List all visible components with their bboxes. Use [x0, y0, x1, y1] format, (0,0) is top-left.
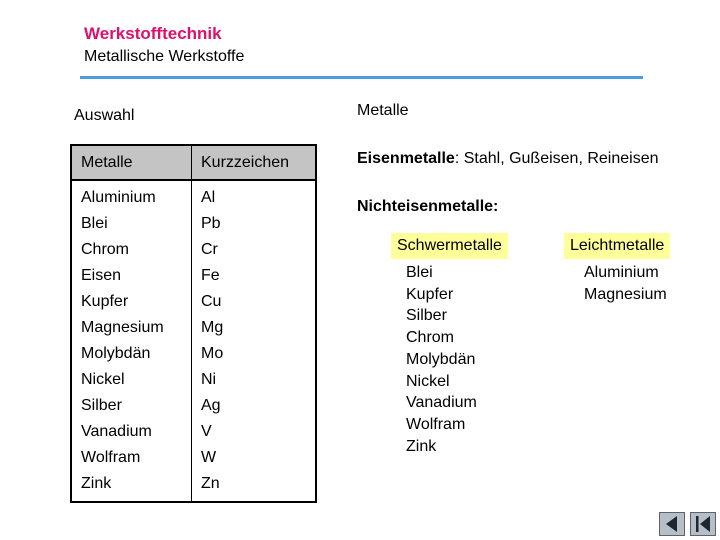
table-row — [71, 315, 316, 341]
metal-name-cell: Wolfram — [71, 445, 192, 471]
table-row — [71, 341, 316, 367]
metal-symbol-cell: Pb — [201, 215, 221, 232]
metal-name-cell: Nickel — [71, 367, 192, 393]
metal-name-cell: Aluminium — [71, 180, 192, 211]
metal-symbol-cell: Ag — [201, 397, 221, 414]
heavy-metals-badge: Schwermetalle — [391, 233, 508, 259]
metal-name-cell: Vanadium — [71, 419, 192, 445]
slide-title: Werkstofftechnik — [84, 24, 222, 43]
metal-symbol-cell: V — [201, 423, 212, 440]
light-metals-list — [584, 262, 667, 305]
metal-symbol-cell: Zn — [201, 475, 220, 492]
table-row — [71, 180, 316, 211]
metal-symbol-cell: Mg — [201, 319, 224, 336]
list-item: Chrom — [406, 329, 455, 347]
table-row — [71, 393, 316, 419]
metals-table — [70, 144, 317, 503]
metal-name-cell: Chrom — [71, 237, 192, 263]
column-header-metals: Metalle — [71, 145, 192, 180]
table-row — [71, 263, 316, 289]
list-item: Nickel — [406, 372, 450, 390]
metal-symbol-cell: Ni — [201, 371, 217, 388]
metal-name-cell: Kupfer — [71, 289, 192, 315]
table-header-row — [71, 145, 316, 180]
metal-symbol-cell: Mo — [201, 345, 224, 362]
heavy-metals-list — [406, 262, 477, 457]
metal-name-cell: Eisen — [71, 263, 192, 289]
list-item: Aluminium — [584, 264, 659, 281]
list-item: Blei — [406, 264, 433, 281]
metal-symbol-cell: W — [201, 449, 217, 466]
slide-subtitle: Metallische Werkstoffe — [84, 48, 245, 65]
metal-name-cell: Zink — [71, 471, 192, 502]
table-row — [71, 367, 316, 393]
ferrous-metals-line — [357, 150, 659, 168]
table-row — [71, 289, 316, 315]
light-metals-badge: Leichtmetalle — [564, 233, 670, 259]
ferrous-metals-text: : Stahl, Gußeisen, Reineisen — [454, 150, 659, 167]
skip-to-first-icon — [691, 513, 715, 535]
ferrous-metals-label: Eisenmetalle — [357, 150, 455, 167]
metal-symbol-cell: Cr — [201, 241, 218, 258]
nonferrous-metals-label: Nichteisenmetalle: — [357, 198, 499, 215]
list-item: Molybdän — [406, 350, 476, 368]
table-row — [71, 419, 316, 445]
metals-heading: Metalle — [357, 102, 409, 119]
previous-slide-button[interactable] — [659, 512, 685, 536]
metal-symbol-cell: Cu — [201, 293, 222, 310]
metal-symbol-cell: Fe — [201, 267, 220, 284]
table-row — [71, 237, 316, 263]
metal-name-cell: Magnesium — [71, 315, 192, 341]
metal-name-cell: Blei — [71, 211, 192, 237]
metal-name-cell: Molybdän — [71, 341, 192, 367]
list-item: Vanadium — [406, 394, 477, 412]
column-header-symbol: Kurzzeichen — [192, 145, 317, 180]
list-item: Wolfram — [406, 415, 466, 433]
metal-name-cell: Silber — [71, 393, 192, 419]
metal-symbol-cell: Al — [201, 189, 216, 206]
table-row — [71, 471, 316, 502]
list-item: Magnesium — [584, 285, 667, 303]
table-row — [71, 445, 316, 471]
first-slide-button[interactable] — [690, 512, 716, 536]
list-item: Silber — [406, 307, 447, 325]
list-item: Kupfer — [406, 285, 454, 303]
title-divider — [80, 76, 643, 79]
table-row — [71, 211, 316, 237]
selection-label: Auswahl — [74, 107, 135, 124]
triangle-left-icon — [660, 513, 684, 535]
list-item: Zink — [406, 437, 437, 455]
